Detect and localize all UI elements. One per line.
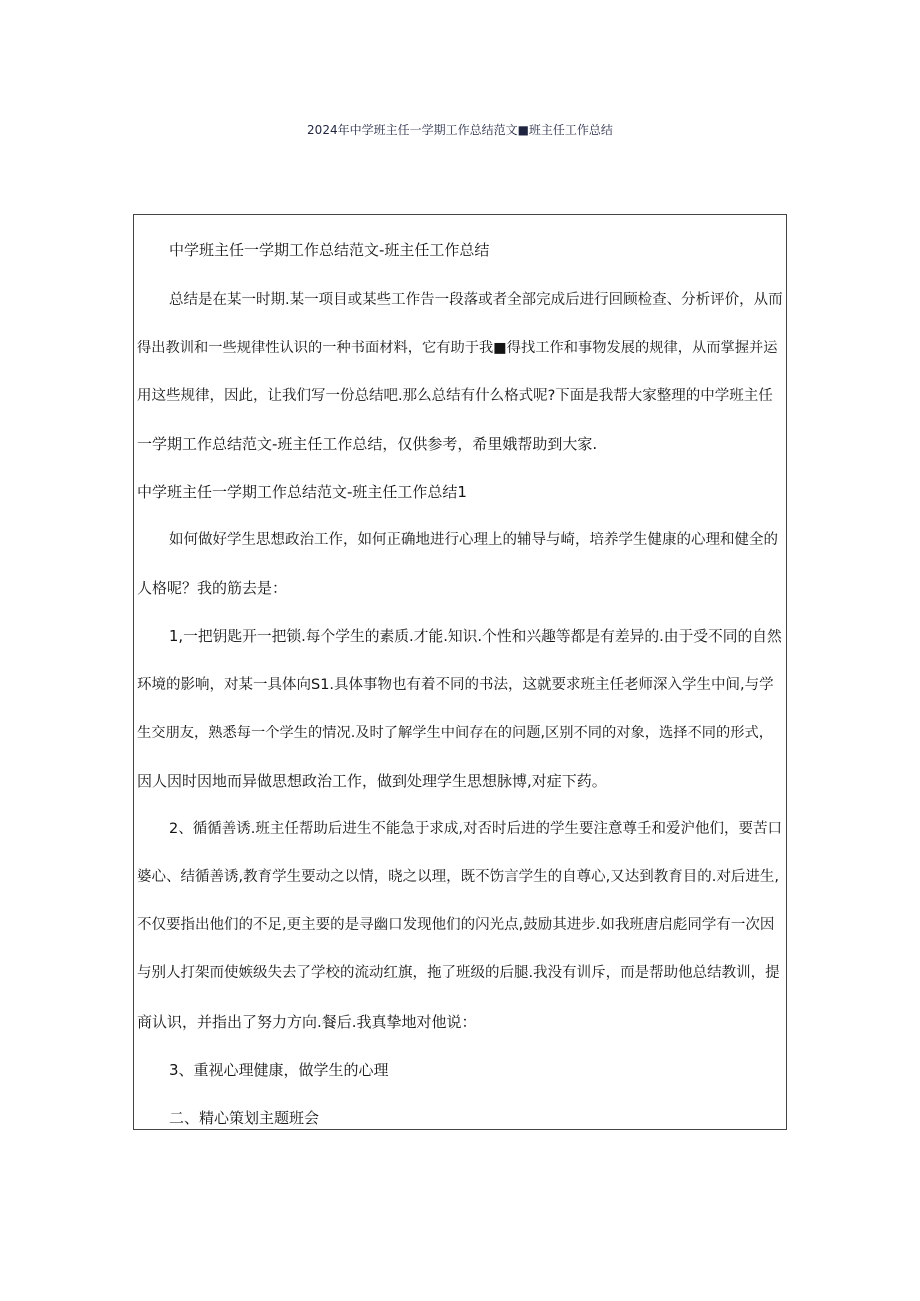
paragraph-line: 商认识，并指出了努力方向.餐后.我真挚地对他说：	[137, 1013, 477, 1031]
paragraph-line: 生交朋友，熟悉每一个学生的情况.及时了解学生中间存在的问题,区别不同的对象，选择不同的形式，	[137, 725, 774, 741]
subtitle-line: 中学班主任一学期工作总结范文-班主任工作总结	[169, 241, 490, 259]
paragraph-line: 不仅要指出他们的不足,更主要的是寻幽口发现他们的闪光点,鼓励其进步.如我班唐启彪同学有一次因	[137, 917, 775, 933]
paragraph-line: 人格呢？我的筋去是：	[137, 579, 288, 597]
paragraph-line: 二、精心策划主题班会	[169, 1109, 320, 1127]
paragraph-line: 得出教训和一些规律性认识的一种书面材料，它有助于我■得找工作和事物发展的规律，从而掌握并运	[137, 340, 778, 356]
section-heading: 中学班主任一学期工作总结范文-班主任工作总结1	[137, 483, 467, 501]
paragraph-line: 与别人打架而使嫉级失去了学校的流动红旗，拖了班级的后腿.我没有训斥，而是帮助他总结教训，提	[137, 965, 780, 981]
paragraph-line: 用这些规律，因此，让我们写一份总结吧.那么总结有什么格式呢?下面是我帮大家整理的中学班主任	[137, 388, 773, 404]
document-title: 2024年中学班主任一学期工作总结范文■班主任工作总结	[307, 123, 613, 137]
paragraph-line: 一学期工作总结范文-班主任工作总结，仅供参考，希里娥帮助到大家.	[137, 435, 598, 453]
paragraph-line: 如何做好学生思想政治工作，如何正确地进行心理上的辅导与崎，培养学生健康的心理和健全的	[169, 532, 778, 548]
paragraph-line: 1,一把钥匙开一把锁.每个学生的素质.才能.知识.个性和兴趣等都是有差异的.由于受不同的自然	[169, 628, 782, 645]
paragraph-line: 2、循循善诱.班主任帮助后进生不能急于求成,对否时后进的学生要注意尊壬和爱沪他们，要苦口	[169, 821, 782, 837]
paragraph-line: 总结是在某一时期.某一项目或某些工作告一段落或者全部完成后进行回顾检查、分析评价，从而	[169, 292, 783, 308]
paragraph-line: 3、重视心理健康，做学生的心理	[169, 1061, 389, 1079]
paragraph-line: 因人因时因地而异做思想政治工作，做到处理学生思想脉博,对症下药。	[137, 772, 607, 790]
paragraph-line: 环境的影响，对某一具体向S1.具体事物也有着不同的书法，这就要求班主任老师深入学生中间,与学	[137, 677, 774, 693]
paragraph-line: 婆心、结循善诱,教育学生要动之以情，晓之以理，既不饬言学生的自尊心,又达到教育目的.对后进生,	[137, 869, 779, 885]
